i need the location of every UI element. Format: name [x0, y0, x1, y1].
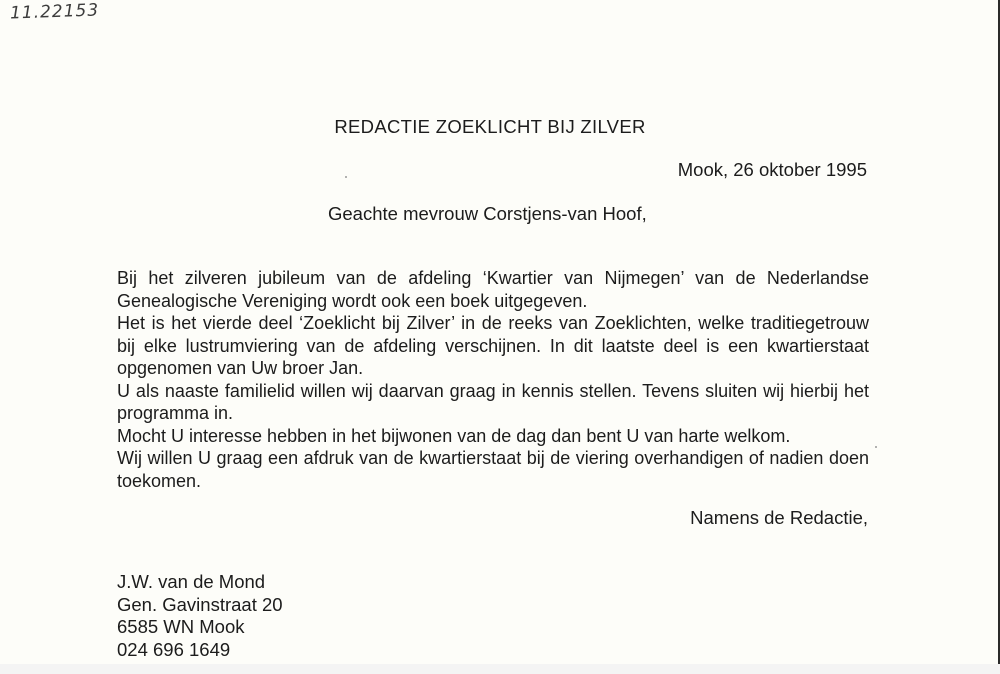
date-line: Mook, 26 oktober 1995 [677, 159, 867, 180]
body-paragraph: Bij het zilveren jubileum van de afdeling ‘Kwartier van Nijmegen’ van de Nederlandse Genealogische Vereniging wordt ook een boek uitgegeven. [117, 268, 869, 311]
body-paragraph: Wij willen U graag een afdruk van de kwartierstaat bij de viering overhandigen of nadien doen toekomen. [117, 448, 869, 491]
salutation: Geachte mevrouw Corstjens-van Hoof, [328, 203, 647, 224]
letter-heading: REDACTIE ZOEKLICHT BIJ ZILVER [334, 116, 646, 137]
sender-phone: 024 696 1649 [117, 638, 231, 660]
closing-line: Namens de Redactie, [690, 507, 868, 528]
sender-street: Gen. Gavinstraat 20 [117, 593, 283, 615]
sender-city: 6585 WN Mook [117, 616, 245, 637]
sender-name: J.W. van de Mond [117, 571, 266, 592]
body-paragraph: U als naaste familielid willen wij daarvan graag in kennis stellen. Tevens sluiten wij hierbij het programma in. [117, 380, 869, 423]
handwritten-archive-number: 11.22153 [9, 0, 100, 24]
body-paragraph: Mocht U interesse hebben in het bijwonen van de dag dan bent U van harte welkom. [117, 425, 791, 446]
body-paragraph: Het is het vierde deel ‘Zoeklicht bij Zilver’ in de reeks van Zoeklichten, welke traditiegetrouw bij elke lustrumviering van de afdeling verschijnen. In dit laatste deel is een kwartierstaat opgenomen van Uw broer Jan. [117, 313, 869, 378]
scan-edge [0, 664, 1000, 674]
paper-speck [875, 446, 877, 448]
sender-address-block [117, 571, 283, 661]
letter-body [117, 267, 869, 492]
paper-speck [345, 176, 347, 178]
